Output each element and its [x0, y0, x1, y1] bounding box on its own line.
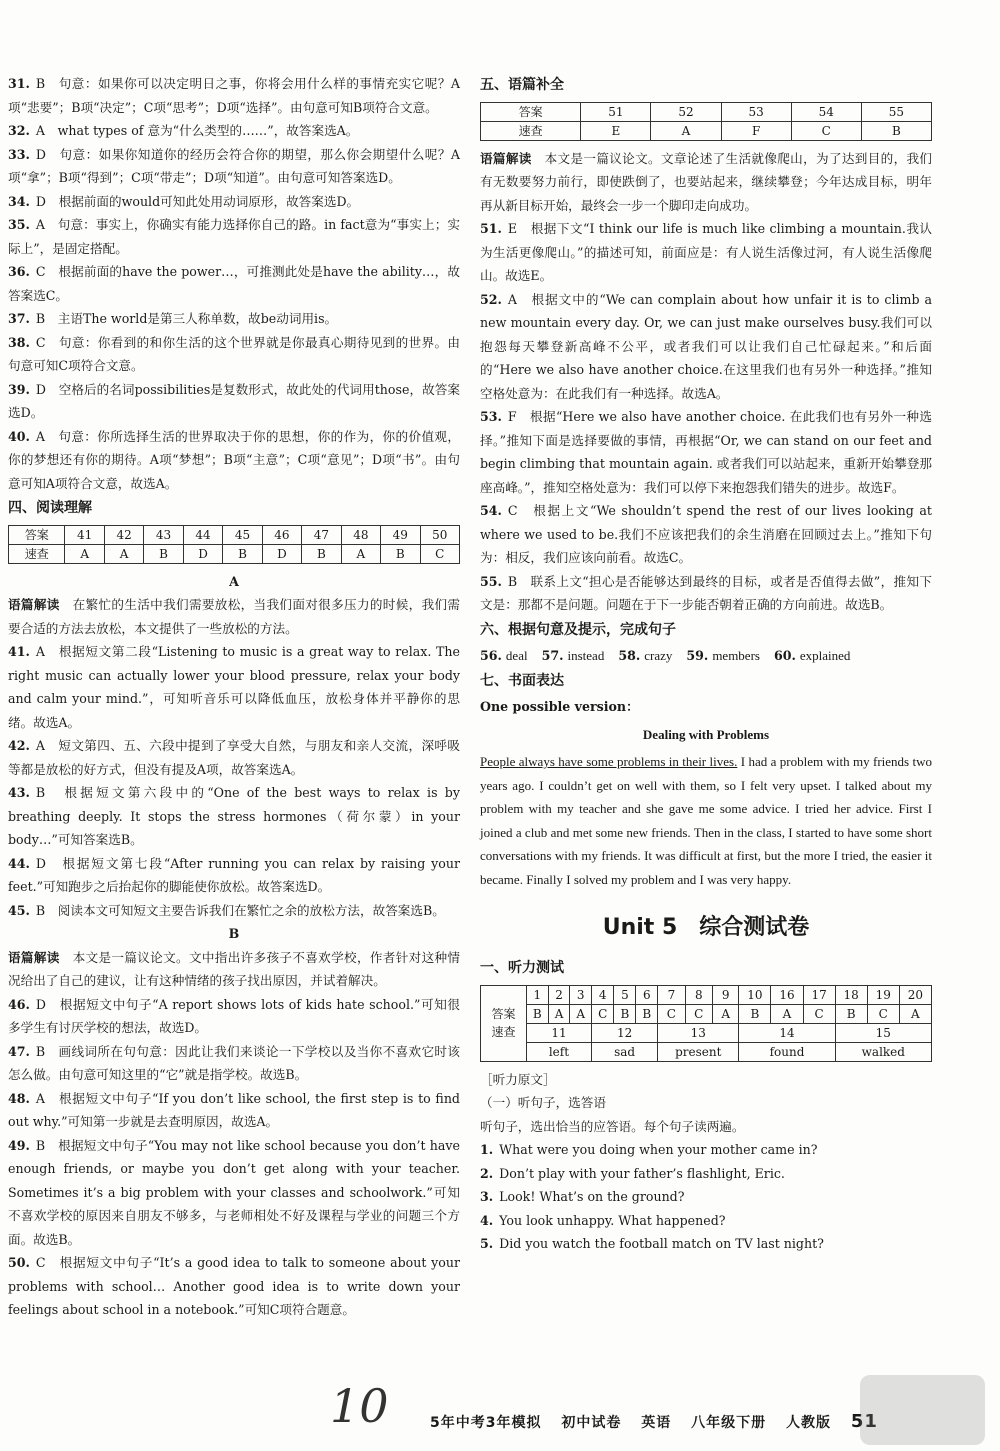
question-number-cell: 7 — [658, 985, 685, 1004]
item-number: 43. — [8, 785, 30, 800]
fill-answer: instead — [567, 648, 605, 663]
listening-sub: （一）听句子，选答语 — [480, 1095, 606, 1110]
section-6-answers — [480, 644, 932, 668]
answer-item — [8, 425, 460, 496]
item-number: 59. — [686, 648, 709, 663]
answer-item — [480, 1185, 932, 1209]
answer-cell: A — [899, 1004, 931, 1023]
item-text: B 阅读本文可知短文主要告诉我们在繁忙之余的放松方法，故答案选B。 — [35, 902, 445, 918]
item-text: Don’t play with your father’s flashlight, Eric. — [499, 1165, 785, 1181]
answer-cell: C — [685, 1004, 712, 1023]
question-number-cell: 10 — [739, 985, 771, 1004]
item-number: 45. — [8, 902, 30, 918]
item-text: D 根据前面的would可知此处用动词原形，故答案选D。 — [35, 193, 360, 209]
answer-item — [8, 72, 460, 119]
item-number: 37. — [8, 311, 30, 326]
question-number-cell: 55 — [861, 102, 931, 121]
answer-item — [8, 1134, 460, 1252]
question-number-cell: 45 — [223, 525, 262, 544]
listening-label: ［听力原文］ — [480, 1071, 556, 1087]
item-text: D 句意：如果你知道你的经历会符合你的期望，那么你会期望什么呢？A项“拿”；B项“得到”；C项“带走”；D项“知道”。由句意可知答案选D。 — [8, 146, 460, 185]
answer-item — [480, 570, 932, 617]
answer-cell: A — [771, 1004, 803, 1023]
answer-table-51-55 — [480, 102, 932, 141]
item-number: 50. — [8, 1255, 30, 1270]
answer-cell: walked — [835, 1042, 931, 1061]
answer-cell: A — [104, 544, 143, 563]
item-text: C 句意：你看到的和你生活的这个世界就是你最真心期待见到的世界。由句意可知C项符合文意。 — [8, 334, 460, 373]
section-5-answers — [480, 217, 932, 617]
answer-cell: B — [614, 1004, 636, 1023]
footer-type: 初中试卷 — [561, 1415, 622, 1431]
answer-item — [8, 852, 460, 899]
question-number-cell: 48 — [341, 525, 380, 544]
reading-b-answers — [8, 993, 460, 1322]
answer-cell: C — [592, 1004, 614, 1023]
question-number-cell: 11 — [526, 1023, 591, 1042]
question-number-cell: 6 — [636, 985, 658, 1004]
item-text: A what types of 意为“什么类型的……”，故答案选A。 — [35, 123, 359, 138]
unit-title: Unit 5 综合测试卷 — [602, 915, 810, 940]
item-number: 1. — [480, 1142, 494, 1157]
question-number-cell: 51 — [581, 102, 651, 121]
question-number-cell: 43 — [144, 525, 183, 544]
item-number: 46. — [8, 996, 30, 1012]
item-number: 36. — [8, 264, 30, 279]
question-number-cell: 12 — [592, 1023, 658, 1042]
section-7-title: 七、书面表达 — [480, 672, 564, 689]
question-number-cell: 4 — [592, 985, 614, 1004]
answer-table-41-50 — [8, 525, 460, 564]
question-number-cell: 42 — [104, 525, 143, 544]
answer-item — [8, 1251, 460, 1322]
fill-answer: members — [712, 648, 760, 663]
question-number-cell: 46 — [262, 525, 301, 544]
answer-item — [8, 781, 460, 852]
item-text: B 根据短文第六段中的“One of the best ways to relax is by breathing deeply. It stops the stress hormones（荷尔蒙）in your body…”可知答案选B。 — [8, 785, 460, 847]
item-text: C 根据短文中句子“It’s a good idea to talk to someone about your problems with school… Another good idea is to write down your feelings about school in a notebook.”可知C项符合题意。 — [8, 1255, 460, 1317]
answer-item — [480, 1232, 932, 1256]
item-number: 57. — [541, 648, 564, 663]
question-number-cell: 47 — [302, 525, 341, 544]
answer-cell: B — [526, 1004, 548, 1023]
item-number: 40. — [8, 428, 30, 444]
item-text: A 短文第四、五、六段中提到了享受大自然，与朋友和亲人交流，深呼吸等都是放松的好方式，但没有提及A项，故答案选A。 — [8, 738, 460, 777]
question-number-cell: 3 — [570, 985, 592, 1004]
item-text: F 根据“Here we also have another choice. 在此我们也有另外一种选择。”推知下面是选择要做的事情，再根据“Or, we can stand on our feet and begin climbing that mountain again. 或者我们可以站起来，重新开始攀登那座高峰。”，推知空格处意为：我们可以停下来抱怨我们错失的进步。故选F。 — [480, 409, 932, 495]
item-text: B 句意：如果你可以决定明日之事，你将会用什么样的事情充实它呢？A项“悲要”；B项“决定”；C项“思考”；D项“选择”。由句意可知B项符合文意。 — [8, 76, 460, 115]
answer-item — [480, 1138, 932, 1162]
item-number: 44. — [8, 855, 30, 871]
question-number-cell: 9 — [712, 985, 738, 1004]
answer-cell: B — [144, 544, 183, 563]
item-number: 4. — [480, 1212, 494, 1228]
answer-cell: F — [721, 121, 791, 140]
answer-item — [8, 899, 460, 923]
essay-body: People always have some problems in their lives. I had a problem with my friends two years ago. I couldn’t get on well with them, so I felt very upset. I talked about my problem with my teacher and she gave me some advice. I tried her advice. First I joined a club and met some new friends. Then in the class, I started to have some short conversations with my friends. It was difficult at first, but the more I tried, the easier it became. Finally I solved my problem and I was very happy. — [480, 754, 933, 887]
question-number-cell: 8 — [685, 985, 712, 1004]
section-5-intro: 语篇解读 本文是一篇议论文。文章论述了生活就像爬山，为了达到目的，我们有无数要努力前行，即使跌倒了，也要站起来，继续攀登；今年达成目标，明年再从新目标开始，最终会一步一个脚印走向成功。 — [480, 150, 933, 213]
question-number-cell: 19 — [867, 985, 899, 1004]
item-text: A 根据文中的“We can complain about how unfair it is to climb a new mountain every day. Or, we can just make ourselves busy.我们可以抱怨每天攀登新高峰不公平，或者我们可以让我们自己忙碌起来。”和后面的“Here we also have another choice.在这里我们也有另外一种选择。”推知空格处意为：在此我们有一种选择。故选A。 — [480, 291, 932, 401]
question-number-cell: 41 — [65, 525, 104, 544]
item-text: You look unhappy. What happened? — [499, 1212, 726, 1228]
item-number: 56. — [480, 648, 502, 663]
answer-cell: B — [835, 1004, 867, 1023]
item-number: 49. — [8, 1137, 30, 1153]
item-number: 34. — [8, 193, 30, 209]
answer-cell: D — [262, 544, 301, 563]
answer-item — [8, 143, 460, 190]
fill-answer: explained — [799, 648, 851, 663]
table-label: 答案 速查 — [481, 985, 527, 1061]
answer-cell: C — [420, 544, 459, 563]
answer-cell: A — [341, 544, 380, 563]
question-number-cell: 54 — [791, 102, 861, 121]
question-number-cell: 13 — [658, 1023, 739, 1042]
passage-a-label: A — [229, 573, 239, 589]
item-number: 32. — [8, 123, 30, 138]
item-text: Did you watch the football match on TV last night? — [499, 1236, 824, 1251]
answer-item — [8, 331, 460, 378]
question-number-cell: 14 — [739, 1023, 835, 1042]
reading-b-intro: 语篇解读 本文是一篇议论文。文中指出许多孩子不喜欢学校，作者针对这种情况给出了自己的建议，让有这种情绪的孩子找出原因，并试着解决。 — [8, 949, 461, 988]
item-number: 58. — [618, 648, 641, 663]
question-number-cell: 20 — [899, 985, 931, 1004]
answer-cell: B — [381, 544, 420, 563]
table-label-answer: 答案 — [9, 525, 65, 544]
answer-item — [480, 217, 932, 288]
question-number-cell: 1 — [526, 985, 548, 1004]
item-text: B 联系上文“担心是否能够达到最终的目标，或者是否值得去做”，推知下文是：那都不是问题。问题在于下一步能否朝着正确的方向前进。故选B。 — [480, 573, 932, 612]
table-label-answer: 答案 — [481, 102, 581, 121]
answer-cell: A — [712, 1004, 738, 1023]
table-label-check: 速查 — [481, 121, 581, 140]
item-number: 33. — [8, 146, 30, 162]
item-number: 55. — [480, 573, 502, 589]
left-column — [8, 72, 460, 1322]
watermark-logo — [860, 1375, 985, 1445]
item-text: B 根据短文中句子“You may not like school because you don’t have enough friends, or maybe you don’t get along with your teacher. Sometimes it’s a big problem with your classes and schoolwork.”可知不喜欢学校的原因来自朋友不够多，与老师相处不好及课程与学业的问题三个方面。故选B。 — [8, 1137, 460, 1247]
cloze-answers-31-40 — [8, 72, 460, 495]
item-number: 2. — [480, 1165, 494, 1181]
answer-cell: A — [548, 1004, 570, 1023]
answer-item — [8, 190, 460, 214]
item-number: 60. — [773, 648, 796, 663]
answer-item — [8, 213, 460, 260]
answer-cell: found — [739, 1042, 835, 1061]
item-number: 52. — [480, 291, 502, 307]
item-number: 39. — [8, 381, 30, 397]
question-number-cell: 50 — [420, 525, 459, 544]
listening-instruction: 听句子，选出恰当的应答语。每个句子读两遍。 — [480, 1118, 745, 1134]
question-number-cell: 52 — [651, 102, 721, 121]
answer-item — [8, 993, 460, 1040]
item-number: 41. — [8, 644, 30, 659]
item-text: C 根据前面的have the power…，可推测此处是have the ability…，故答案选C。 — [8, 264, 460, 303]
fill-answer: deal — [505, 648, 528, 663]
answer-table-1-20 — [480, 985, 932, 1062]
item-number: 51. — [480, 221, 502, 236]
reading-a-answers — [8, 640, 460, 922]
answer-item — [480, 288, 932, 406]
version-label: One possible version： — [480, 699, 639, 714]
item-number: 48. — [8, 1090, 30, 1106]
listening-items — [480, 1138, 932, 1256]
item-number: 53. — [480, 409, 502, 424]
section-1-title: 一、听力测试 — [480, 960, 564, 976]
answer-cell: E — [581, 121, 651, 140]
item-text: A 句意：事实上，你确实有能力选择你自己的路。in fact意为“事实上；实际上”，是固定搭配。 — [8, 217, 460, 256]
section-5-title: 五、语篇补全 — [480, 77, 564, 93]
item-text: C 根据上文“We shouldn’t spend the rest of our lives looking at where we used to be.我们不应该把我们的余生消磨在回顾过去上。”推知下句为：相反，我们应该向前看。故选C。 — [480, 503, 932, 565]
question-number-cell: 49 — [381, 525, 420, 544]
section-4-title: 四、阅读理解 — [8, 500, 92, 516]
question-number-cell: 2 — [548, 985, 570, 1004]
fill-answer: crazy — [644, 648, 673, 663]
answer-cell: B — [223, 544, 262, 563]
answer-cell: present — [658, 1042, 739, 1061]
question-number-cell: 16 — [771, 985, 803, 1004]
answer-item — [480, 499, 932, 570]
footer-edition: 人教版 — [785, 1415, 831, 1431]
answer-cell: C — [658, 1004, 685, 1023]
item-text: Look! What’s on the ground? — [499, 1189, 685, 1204]
item-number: 38. — [8, 334, 30, 350]
essay-title: Dealing with Problems — [642, 726, 770, 742]
question-number-cell: 15 — [835, 1023, 931, 1042]
answer-cell: B — [861, 121, 931, 140]
answer-item — [480, 1209, 932, 1233]
item-number: 54. — [480, 503, 502, 518]
item-number: 3. — [480, 1189, 494, 1204]
item-text: A 句意：你所选择生活的世界取决于你的思想，你的作为，你的价值观，你的梦想还有你的期待。A项“梦想”；B项“主意”；C项“意见”；D项“书”。由句意可知A项符合文意，故选A。 — [8, 428, 460, 491]
answer-cell: A — [570, 1004, 592, 1023]
answer-cell: A — [651, 121, 721, 140]
item-number: 35. — [8, 217, 30, 232]
answer-cell: B — [302, 544, 341, 563]
item-number: 5. — [480, 1236, 494, 1251]
answer-item — [8, 640, 460, 734]
answer-item — [8, 307, 460, 331]
answer-cell: C — [867, 1004, 899, 1023]
question-number-cell: 5 — [614, 985, 636, 1004]
handwritten-mark: 10 — [330, 1379, 389, 1433]
item-number: 42. — [8, 738, 30, 753]
page-number: 51 — [850, 1411, 878, 1432]
footer-subject: 英语 — [641, 1415, 672, 1431]
item-text: B 主语The world是第三人称单数，故be动词用is。 — [35, 311, 338, 326]
item-text: D 根据短文第七段“After running you can relax by raising your feet.”可知跑步之后抬起你的脚能使你放松。故答案选D。 — [8, 855, 460, 894]
item-text: A 根据短文第二段“Listening to music is a great way to relax. The right music can actually lower your blood pressure, relax your body and calm your mind.”，可知听音乐可以降低血压，放松身体并平静你的思绪。故选A。 — [8, 644, 460, 730]
item-text: B 画线词所在句句意：因此让我们来谈论一下学校以及当你不喜欢它时该怎么做。由句意可知这里的“它”就是指学校。故选B。 — [8, 1043, 460, 1082]
answer-cell: B — [739, 1004, 771, 1023]
answer-cell: C — [791, 121, 861, 140]
item-text: D 空格后的名词possibilities是复数形式，故此处的代词用those，故答案选D。 — [8, 381, 460, 420]
item-text: E 根据下文“I think our life is much like climbing a mountain.我认为生活更像爬山。”的描述可知，前面应是：有人说生活像过河，有人说生活像爬山。故选E。 — [480, 221, 932, 283]
answer-cell: A — [65, 544, 104, 563]
answer-item — [8, 734, 460, 781]
item-text: A 根据短文中句子“If you don’t like school, the first step is to find out why.”可知第一步就是去查明原因，故选A。 — [8, 1090, 460, 1129]
item-text: What were you doing when your mother came in? — [499, 1142, 818, 1157]
answer-cell: C — [803, 1004, 835, 1023]
question-number-cell: 44 — [183, 525, 222, 544]
section-6-title: 六、根据句意及提示，完成句子 — [480, 621, 676, 638]
question-number-cell: 17 — [803, 985, 835, 1004]
item-number: 31. — [8, 76, 30, 91]
answer-cell: left — [526, 1042, 591, 1061]
table-label-check: 速查 — [9, 544, 65, 563]
answer-item — [8, 260, 460, 307]
answer-item — [8, 1040, 460, 1087]
footer-series: 5年中考3年模拟 — [430, 1415, 542, 1431]
question-number-cell: 53 — [721, 102, 791, 121]
answer-item — [8, 119, 460, 143]
passage-b-label: B — [228, 926, 240, 941]
answer-item — [480, 405, 932, 499]
page-footer — [430, 1410, 892, 1436]
answer-cell: B — [636, 1004, 658, 1023]
answer-item — [480, 1162, 932, 1186]
question-number-cell: 18 — [835, 985, 867, 1004]
answer-cell: D — [183, 544, 222, 563]
answer-item — [8, 378, 460, 425]
item-number: 47. — [8, 1043, 30, 1059]
reading-a-intro: 语篇解读 在繁忙的生活中我们需要放松，当我们面对很多压力的时候，我们需要合适的方法去放松，本文提供了一些放松的方法。 — [8, 597, 461, 636]
right-column — [480, 72, 932, 1256]
footer-grade: 八年级下册 — [691, 1415, 767, 1431]
answer-cell: sad — [592, 1042, 658, 1061]
item-text: D 根据短文中句子“A report shows lots of kids hate school.”可知很多学生有讨厌学校的想法，故选D。 — [8, 996, 460, 1035]
answer-item — [8, 1087, 460, 1134]
